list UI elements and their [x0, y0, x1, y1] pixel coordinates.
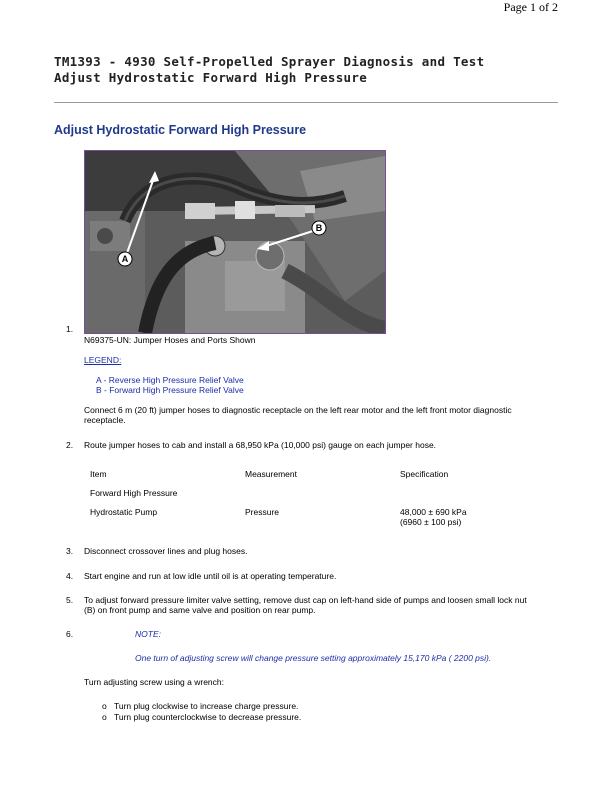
- turn-instruction: Turn adjusting screw using a wrench:: [84, 677, 225, 687]
- step-4-number: 4.: [66, 571, 74, 581]
- table-cell-specification: [400, 507, 467, 527]
- step-5-text-line1: To adjust forward pressure limiter valve setting, remove dust cap on left-hand side of pumps and loosen small lock nut: [84, 595, 527, 605]
- step-3-number: 3.: [66, 546, 74, 556]
- spec-kpa: 48,000 ± 690 kPa: [400, 507, 467, 517]
- table-header-measurement: Measurement: [245, 469, 297, 479]
- step-1-text: [84, 405, 554, 425]
- bullet-icon: o: [102, 701, 107, 711]
- section-title: Adjust Hydrostatic Forward High Pressure: [54, 123, 307, 137]
- step-3-text: Disconnect crossover lines and plug hoses.: [84, 546, 248, 556]
- step-2-text: Route jumper hoses to cab and install a 68,950 kPa (10,000 psi) gauge on each jumper hose.: [84, 440, 437, 450]
- callout-a-label: A: [121, 254, 129, 264]
- note-text: One turn of adjusting screw will change pressure setting approximately 15,170 kPa ( 2200 psi).: [135, 653, 492, 663]
- figure-photo: [84, 150, 386, 334]
- legend-item-b: B - Forward High Pressure Relief Valve: [96, 385, 244, 395]
- page-number: Page 1 of 2: [503, 0, 558, 14]
- note-label: NOTE:: [135, 629, 161, 639]
- document-title-line1: TM1393 - 4930 Self-Propelled Sprayer Diagnosis and Test: [54, 54, 485, 69]
- table-cell-measurement: Pressure: [245, 507, 280, 517]
- step-1-text-line1: Connect 6 m (20 ft) jumper hoses to diagnostic receptacle on the left rear motor and the left front motor diagnostic: [84, 405, 512, 415]
- legend-link[interactable]: LEGEND:: [84, 355, 122, 365]
- step-5-text-line2: (B) on front pump and same valve and position on rear pump.: [84, 605, 316, 615]
- figure-caption: N69375-UN: Jumper Hoses and Ports Shown: [84, 335, 256, 345]
- step-5-text: [84, 595, 559, 615]
- step-1-text-line2: receptacle.: [84, 415, 126, 425]
- divider: [54, 102, 558, 103]
- spec-psi: (6960 ± 100 psi): [400, 517, 462, 527]
- step-1-number: 1.: [66, 324, 74, 334]
- bullet-item-counterclockwise: Turn plug counterclockwise to decrease pressure.: [114, 712, 302, 722]
- document-title: [54, 54, 484, 86]
- bullet-item-clockwise: Turn plug clockwise to increase charge pressure.: [114, 701, 299, 711]
- table-header-specification: Specification: [400, 469, 449, 479]
- document-title-line2: Adjust Hydrostatic Forward High Pressure: [54, 70, 368, 85]
- step-2-number: 2.: [66, 440, 74, 450]
- table-cell-item: Hydrostatic Pump: [90, 507, 158, 517]
- legend-item-a: A - Reverse High Pressure Relief Valve: [96, 375, 244, 385]
- table-group-label: Forward High Pressure: [90, 488, 178, 498]
- step-4-text: Start engine and run at low idle until oil is at operating temperature.: [84, 571, 337, 581]
- bullet-icon: o: [102, 712, 107, 722]
- step-5-number: 5.: [66, 595, 74, 605]
- callout-b-label: B: [315, 223, 323, 233]
- step-6-number: 6.: [66, 629, 74, 639]
- jumper-hoses-photo: [85, 151, 385, 333]
- table-header-item: Item: [90, 469, 107, 479]
